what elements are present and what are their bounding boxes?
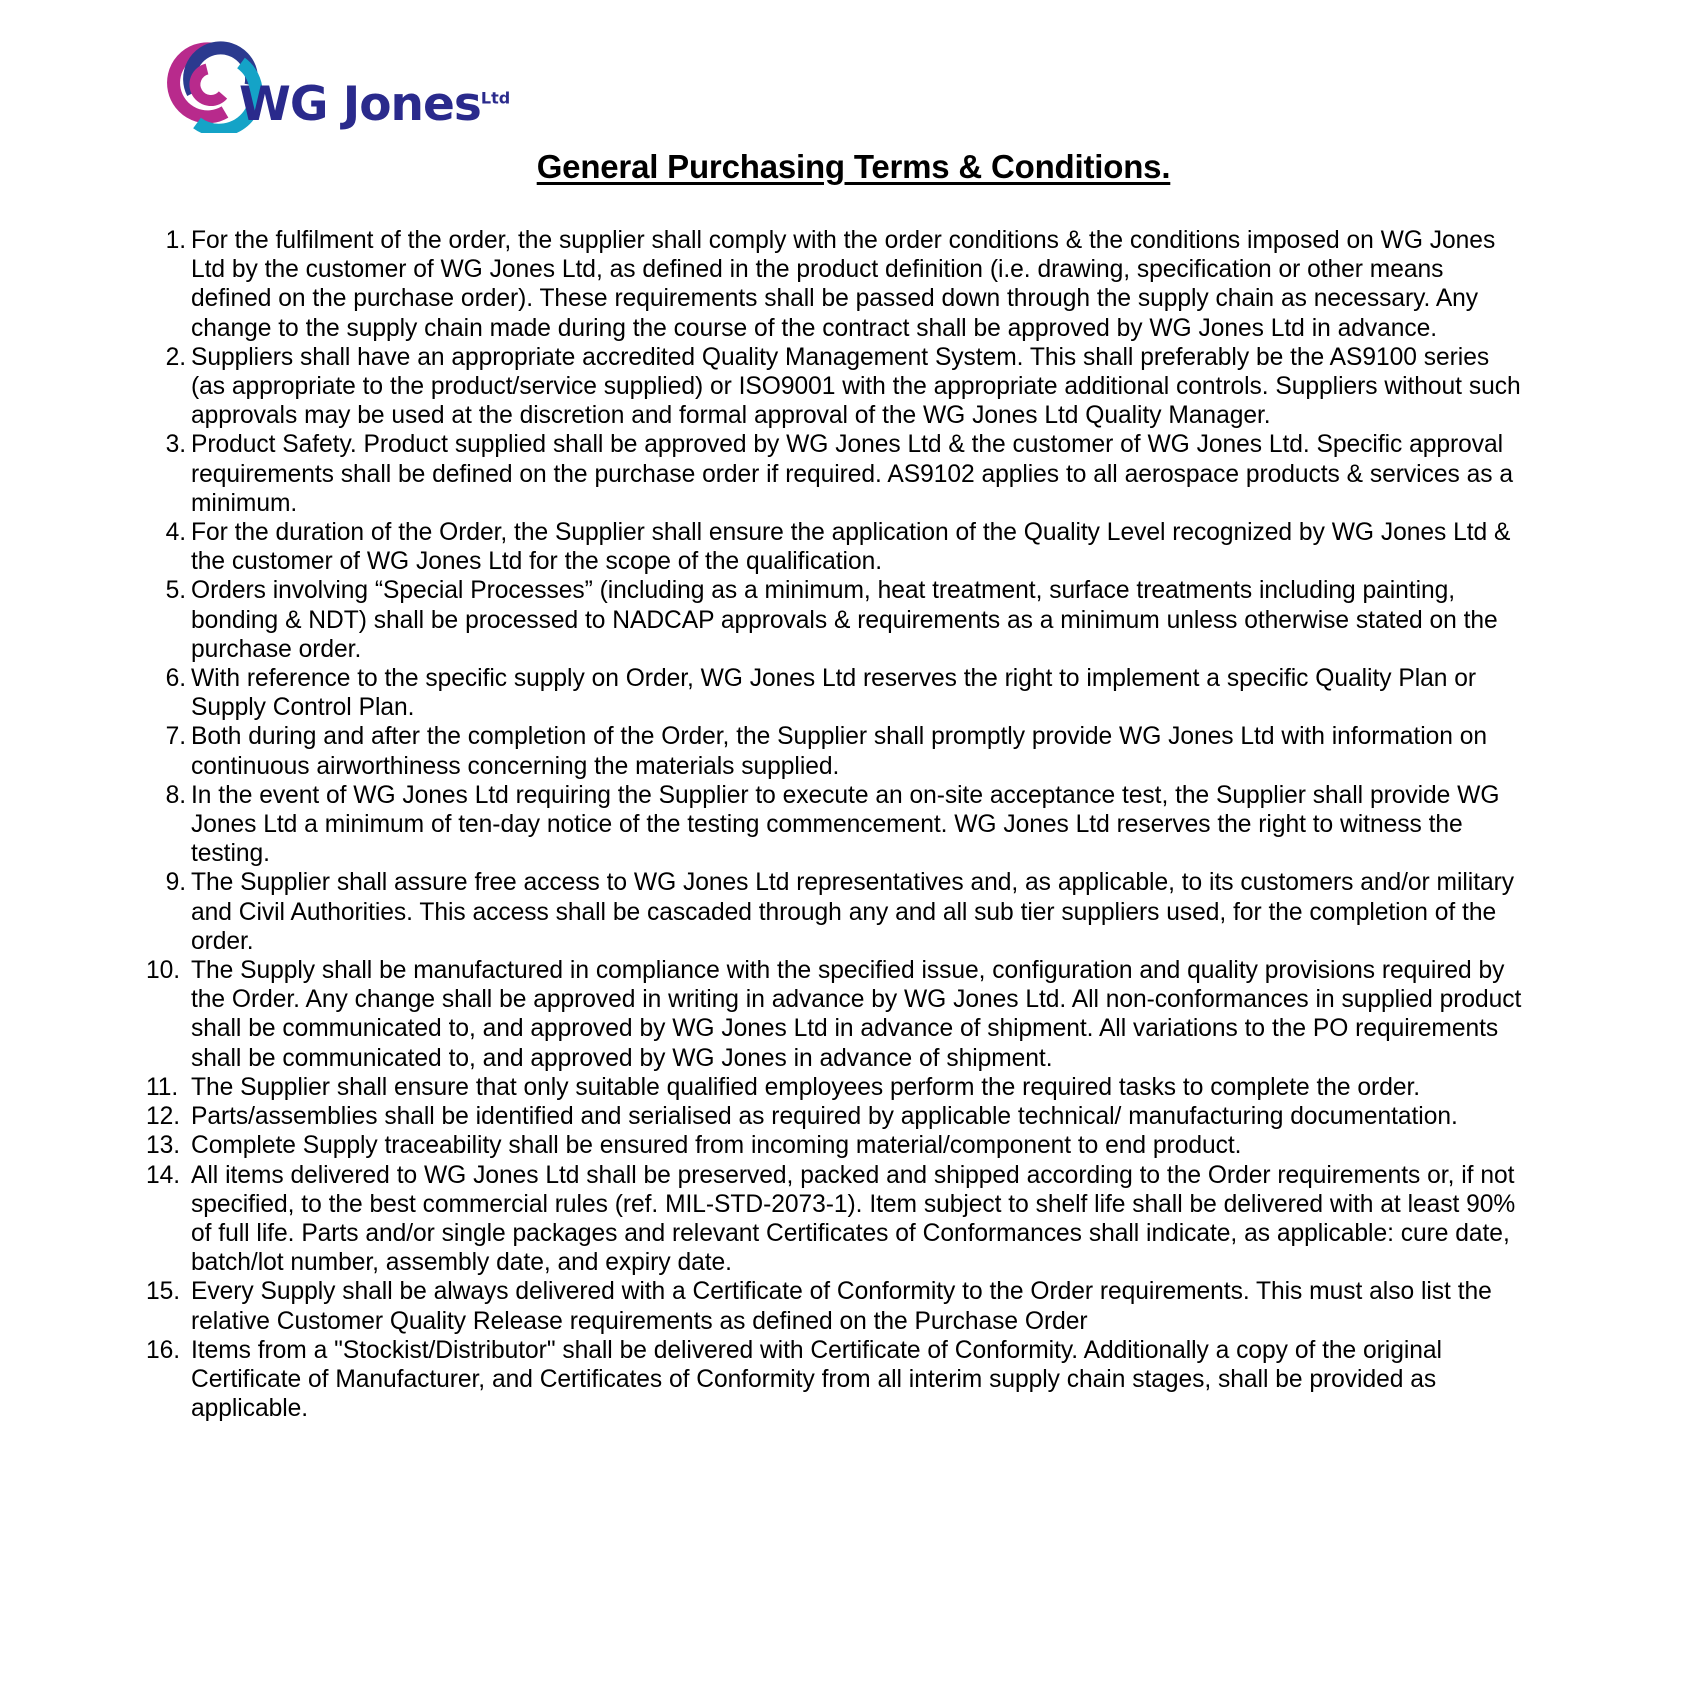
page-title [0, 148, 1707, 186]
logo-wordmark [239, 77, 511, 132]
list-item [146, 1102, 1526, 1131]
list-item [146, 226, 1526, 343]
list-item [146, 956, 1526, 1073]
list-item-number: 11. [146, 1073, 179, 1101]
list-item-text: Every Supply shall be always delivered with a Certificate of Conformity to the Order requirements. This must also list the relative Customer Quality Release requirements as defined on the Purchase Order [191, 1278, 1492, 1335]
list-item [146, 868, 1526, 956]
list-item [146, 1131, 1526, 1160]
list-item-number: 4. [165, 519, 186, 547]
list-item-number: 9. [165, 869, 186, 897]
list-item-text: In the event of WG Jones Ltd requiring the Supplier to execute an on-site acceptance test, the Supplier shall provide WG Jones Ltd a minimum of ten-day notice of the testing commencement. WG Jones Ltd reserves the right to witness the testing. [191, 781, 1500, 868]
list-item-number: 13. [146, 1132, 181, 1160]
list-item-text: All items delivered to WG Jones Ltd shall be preserved, packed and shipped according to the Order requirements or, if not specified, to the best commercial rules (ref. MIL-STD-2073-1). Item subject to shelf life shall be delivered with at least 90% of full life. Parts and/or single packages and relevant Certificates of Conformances shall indicate, as applicable: cure date, batch/lot number, assembly date, and expiry date. [191, 1161, 1516, 1277]
list-item-number: 6. [165, 665, 186, 693]
list-item-text: Items from a "Stockist/Distributor" shall be delivered with Certificate of Conformity. Additionally a copy of the original Certificate of Manufacturer, and Certificates of Conformity from all interim supply chain stages, shall be provided as applicable. [191, 1336, 1442, 1423]
list-item [146, 1161, 1526, 1278]
list-item-text: Product Safety. Product supplied shall be approved by WG Jones Ltd & the customer of WG Jones Ltd. Specific approval requirements shall be defined on the purchase order if required. AS9102 applies to all aerospace products & services as a minimum. [191, 431, 1513, 517]
list-item-number: 5. [165, 577, 186, 605]
list-item-text: Both during and after the completion of the Order, the Supplier shall promptly provide WG Jones Ltd with information on continuous airworthiness concerning the materials supplied. [191, 723, 1488, 780]
list-item [146, 430, 1526, 518]
logo-wordmark-text: WG Jones [239, 77, 481, 132]
logo-suffix-ltd: Ltd [480, 88, 511, 108]
list-item-text: The Supplier shall ensure that only suitable qualified employees perform the required tasks to complete the order. [191, 1073, 1421, 1101]
list-item-number: 14. [146, 1161, 181, 1189]
list-item [146, 722, 1526, 780]
list-item-number: 1. [165, 227, 186, 254]
list-item [146, 1277, 1526, 1335]
list-item-text: Parts/assemblies shall be identified and serialised as required by applicable technical/ manufacturing documentation. [191, 1103, 1458, 1131]
list-item-number: 12. [146, 1103, 181, 1131]
list-item-text: The Supply shall be manufactured in compliance with the specified issue, configuration and quality provisions required by the Order. Any change shall be approved in writing in advance by WG Jones Ltd. All non-conformances in supplied product shall be communicated to, and approved by WG Jones Ltd in advance of shipment. All variations to the PO requirements shall be communicated to, and approved by WG Jones in advance of shipment. [191, 957, 1522, 1072]
list-item-number: 7. [165, 723, 186, 751]
list-item [146, 664, 1526, 722]
list-item-text: With reference to the specific supply on Order, WG Jones Ltd reserves the right to implement a specific Quality Plan or Supply Control Plan. [191, 665, 1477, 722]
company-logo [163, 33, 511, 143]
list-item [146, 1336, 1526, 1424]
list-item [146, 1073, 1526, 1102]
list-item-number: 10. [146, 957, 181, 985]
list-item-text: Complete Supply traceability shall be ensured from incoming material/component to end product. [191, 1132, 1242, 1160]
page-title-text: General Purchasing Terms & Conditions. [536, 148, 1171, 185]
list-item [146, 343, 1526, 431]
list-item-number: 16. [146, 1336, 181, 1364]
list-item-text: Suppliers shall have an appropriate accredited Quality Management System. This shall preferably be the AS9100 series (as appropriate to the product/service supplied) or ISO9001 with the appropriate additional controls. Suppliers without such approvals may be used at the discretion and formal approval of the WG Jones Ltd Quality Manager. [191, 343, 1521, 430]
list-item-text: For the fulfilment of the order, the supplier shall comply with the order conditions & the conditions imposed on WG Jones Ltd by the customer of WG Jones Ltd, as defined in the product definition (i.e. drawing, specification or other means defined on the purchase order). These requirements shall be passed down through the supply chain as necessary. Any change to the supply chain made during the course of the contract shall be approved by WG Jones Ltd in advance. [191, 227, 1496, 342]
list-item-text: The Supplier shall assure free access to WG Jones Ltd representatives and, as applicable, to its customers and/or military and Civil Authorities. This access shall be cascaded through any and all sub tier suppliers used, for the completion of the order. [191, 869, 1515, 955]
list-item-number: 15. [146, 1278, 181, 1306]
list-item-number: 8. [165, 781, 186, 809]
list-item [146, 576, 1526, 664]
list-item-text: Orders involving “Special Processes” (including as a minimum, heat treatment, surface treatments including painting, bonding & NDT) shall be processed to NADCAP approvals & requirements as a minimum unless otherwise stated on the purchase order. [191, 577, 1498, 663]
list-item [146, 781, 1526, 869]
list-item-text: For the duration of the Order, the Supplier shall ensure the application of the Quality Level recognized by WG Jones Ltd & the customer of WG Jones Ltd for the scope of the qualification. [191, 519, 1511, 576]
list-item [146, 518, 1526, 576]
terms-list [146, 226, 1526, 1423]
list-item-number: 3. [165, 431, 186, 459]
list-item-number: 2. [165, 343, 186, 371]
